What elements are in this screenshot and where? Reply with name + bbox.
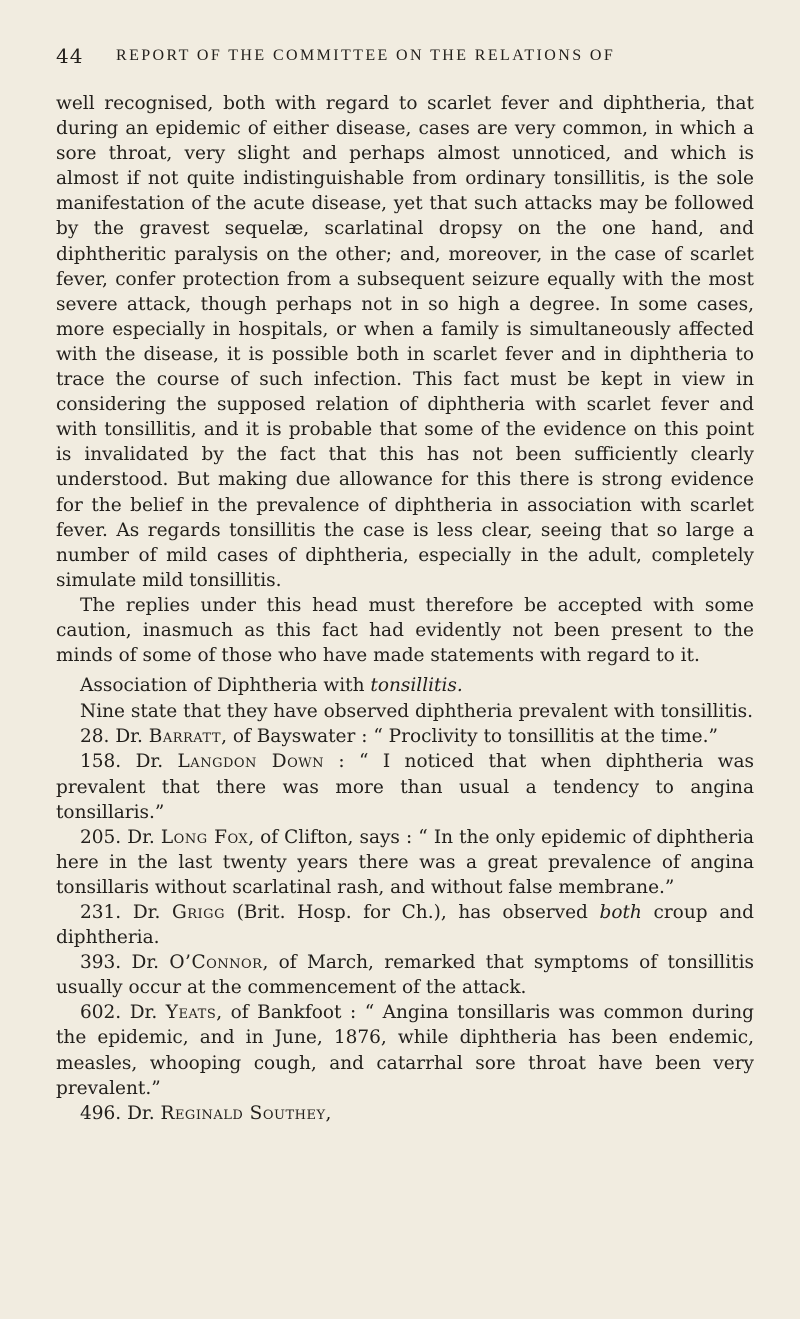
section-heading-text: Association of Diphtheria with xyxy=(80,675,371,697)
entry-name: Langdon Down xyxy=(177,751,325,773)
entry-text: , of March, remarked that symptoms of tonsillitis usually occur at the commencement of the attack. xyxy=(56,952,754,999)
running-header xyxy=(56,44,756,74)
intro-paragraph: well recognised, both with regard to scarlet fever and diphtheria, that during an epidemic of either disease, cases are very common, in which a sore throat, very slight and perhaps almost unnoticed, and which is almost if not quite indistinguishable from ordinary tonsillitis, is the sole manifestation of the acute disease, yet that such attacks may be followed by the gravest sequelæ, scarlatinal dropsy on the one hand, and diphtheritic paralysis on the other; and, moreover, in the case of scarlet fever, confer protection from a subsequent seizure equally with the most severe attack, though perhaps not in so high a degree. In some cases, more especially in hospitals, or when a family is simultaneously affected with the disease, it is possible both in scarlet fever and in diphtheria to trace the course of such infection. This fact must be kept in view in considering the supposed relation of diphtheria with scarlet fever and with tonsillitis, and it is probable that some of the evidence on this point is invalidated by the fact that this has not been sufficiently clearly understood. But making due allowance for this there is strong evidence for the belief in the prevalence of diphtheria in association with scarlet fever. As regards tonsillitis the case is less clear, seeing that so large a number of mild cases of diphtheria, especially in the adult, completely simulate mild tonsillitis. xyxy=(56,93,754,591)
entry-number: 231. xyxy=(80,902,122,923)
entry-title: Dr. xyxy=(127,826,155,848)
evidence-entry-602 xyxy=(56,1000,754,1100)
entry-text: , of Clifton, says : “ In the only epidemic of diphtheria here in the last twenty years there was a great prevalence of angina tonsillaris without scarlatinal rash, and without false membrane.” xyxy=(56,826,755,898)
evidence-entry-158 xyxy=(56,749,754,824)
entry-number: 602. xyxy=(80,1002,122,1024)
entry-text: (Brit. Hosp. for Ch.), has observed xyxy=(224,902,600,923)
page-number: 44 xyxy=(56,44,84,68)
entry-name: Grigg xyxy=(171,902,225,923)
entry-title: Dr. xyxy=(115,726,143,748)
section-heading xyxy=(56,673,754,698)
entry-emphasis: both xyxy=(599,902,642,923)
running-title: REPORT OF THE COMMITTEE ON THE RELATIONS OF xyxy=(116,47,616,64)
evidence-entry-28 xyxy=(56,724,754,749)
entry-title: Dr. xyxy=(135,751,164,773)
entry-text: , of Bankfoot : “ Angina tonsillaris was common during the epidemic, and in June, 1876, while diphtheria has been endemic, measles, whooping cough, and catarrhal sore throat have been very prevalent.” xyxy=(56,1002,754,1099)
entry-text-after: croup and diphtheria. xyxy=(56,902,754,949)
entry-text: , xyxy=(325,1102,332,1124)
evidence-entry-393 xyxy=(56,950,754,1000)
entry-title: Dr. xyxy=(129,1002,158,1024)
evidence-entry-205 xyxy=(56,825,754,900)
entry-name: Long Fox xyxy=(160,826,249,848)
evidence-entry-496 xyxy=(56,1101,754,1126)
entry-text: , of Bayswater : “ Proclivity to tonsillitis at the time.” xyxy=(221,726,718,748)
entry-name: Barratt xyxy=(148,726,222,748)
entry-number: 28. xyxy=(80,726,110,748)
entry-text: : “ I noticed that when diphtheria was prevalent that there was more than usual a tendency to angina tonsillaris.” xyxy=(56,751,754,823)
entry-name: Yeats xyxy=(165,1002,217,1024)
section-heading-emphasis: tonsillitis. xyxy=(370,675,463,697)
entry-name: Reginald Southey xyxy=(160,1102,326,1124)
caution-paragraph: The replies under this head must therefore be accepted with some caution, inasmuch as this fact had evidently not been present to the minds of some of those who have made statements with regard to it. xyxy=(56,594,754,667)
entry-number: 158. xyxy=(80,751,122,773)
entry-number: 393. xyxy=(80,952,122,974)
entry-title: Dr. xyxy=(132,902,161,923)
entry-title: Dr. xyxy=(131,952,160,974)
entry-name: O’Connor xyxy=(169,952,263,974)
entry-title: Dr. xyxy=(127,1102,155,1124)
body-text xyxy=(56,91,754,1126)
summary-paragraph: Nine state that they have observed diphtheria prevalent with tonsillitis. xyxy=(80,701,754,723)
entry-number: 496. xyxy=(80,1102,122,1124)
entry-number: 205. xyxy=(80,826,122,848)
evidence-entry-231 xyxy=(56,900,754,950)
